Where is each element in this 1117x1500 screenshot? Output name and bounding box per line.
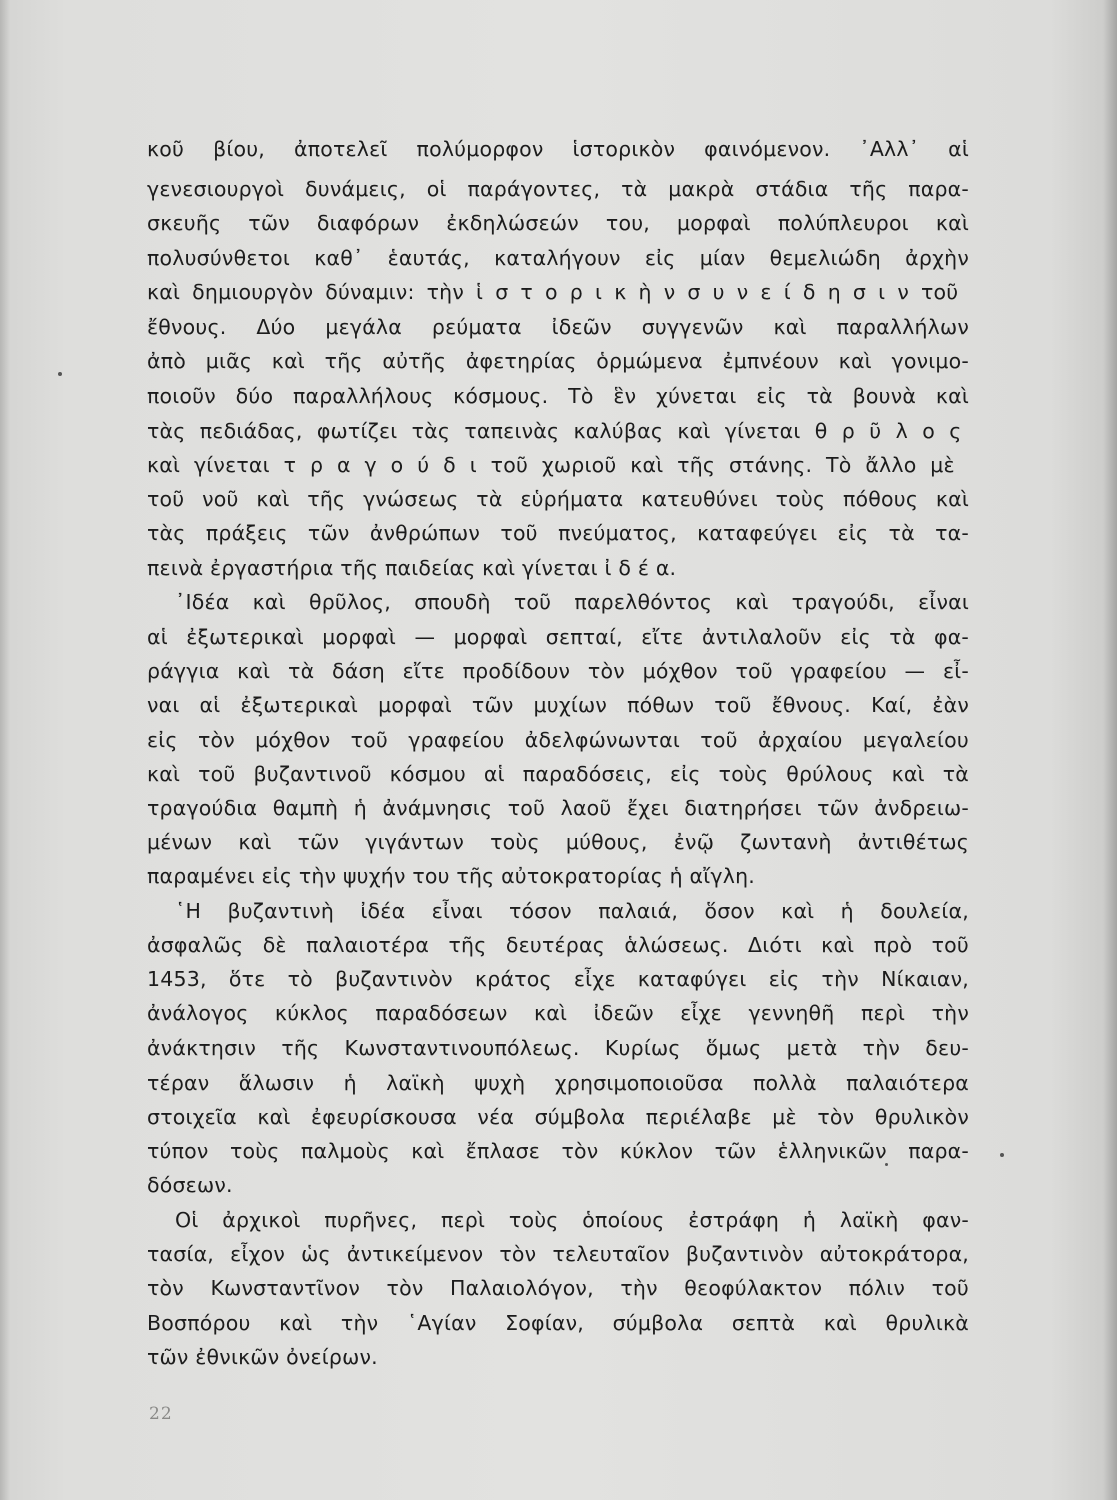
scan-speck — [885, 1163, 888, 1166]
scan-speck — [1000, 1153, 1004, 1157]
text-line: ράγγια καὶ τὰ δάση εἴτε προδίδουν τὸν μόχθον τοῦ γραφείου — εἶ- — [147, 659, 969, 683]
page-number: 22 — [149, 1404, 173, 1424]
text-line: Οἱ ἀρχικοὶ πυρῆνες, περὶ τοὺς ὁποίους ἐστράφη ἡ λαϊκὴ φαν- — [175, 1208, 969, 1232]
text-line: τὰς πεδιάδας, φωτίζει τὰς ταπεινὰς καλύβας καὶ γίνεται θ ρ ῦ λ ο ς — [147, 419, 962, 443]
text-line: ποιοῦν δύο παραλλήλους κόσμους. Τὸ ἓν χύνεται εἰς τὰ βουνὰ καὶ — [147, 384, 969, 408]
scan-speck — [58, 372, 62, 376]
text-line: τὰς πράξεις τῶν ἀνθρώπων τοῦ πνεύματος, καταφεύγει εἰς τὰ τα- — [147, 521, 969, 545]
text-line: ἀπὸ μιᾶς καὶ τῆς αὐτῆς ἀφετηρίας ὁρμώμενα ἐμπνέουν καὶ γονιμο- — [147, 349, 969, 373]
text-line: Βοσπόρου καὶ τὴν ῾Αγίαν Σοφίαν, σύμβολα σεπτὰ καὶ θρυλικὰ — [147, 1311, 969, 1335]
text-line: τραγούδια θαμπὴ ἡ ἀνάμνησις τοῦ λαοῦ ἔχει διατηρήσει τῶν ἀνδρειω- — [147, 796, 969, 820]
text-line: τῶν ἐθνικῶν ὀνείρων. — [147, 1345, 378, 1369]
text-line: καὶ γίνεται τ ρ α γ ο ύ δ ι τοῦ χωριοῦ καὶ τῆς στάνης. Τὸ ἄλλο μὲ — [147, 453, 955, 477]
text-line: εἰς τὸν μόχθον τοῦ γραφείου ἀδελφώνωνται τοῦ ἀρχαίου μεγαλείου — [147, 728, 969, 752]
text-line: καὶ δημιουργὸν δύναμιν: τὴν ἱ σ τ ο ρ ι κ ὴ ν σ υ ν ε ί δ η σ ι ν τοῦ — [147, 280, 959, 304]
text-line: ῾Η βυζαντινὴ ἰδέα εἶναι τόσον παλαιά, ὅσον καὶ ἡ δουλεία, — [175, 899, 969, 923]
text-line: γενεσιουργοὶ δυνάμεις, οἱ παράγοντες, τὰ μακρὰ στάδια τῆς παρα- — [147, 177, 969, 201]
text-line: παραμένει εἰς τὴν ψυχήν του τῆς αὐτοκρατορίας ἡ αἴγλη. — [147, 864, 755, 888]
text-line: πολυσύνθετοι καθ᾿ ἑαυτάς, καταλήγουν εἰς μίαν θεμελιώδη ἀρχὴν — [147, 246, 969, 270]
text-line: τύπον τοὺς παλμοὺς καὶ ἔπλασε τὸν κύκλον τῶν ἑλληνικῶν παρα- — [147, 1139, 969, 1163]
text-line: μένων καὶ τῶν γιγάντων τοὺς μύθους, ἐνῷ ζωντανὴ ἀντιθέτως — [147, 830, 969, 854]
text-line: τασία, εἶχον ὡς ἀντικείμενον τὸν τελευταῖον βυζαντινὸν αὐτοκράτορα, — [147, 1242, 969, 1266]
text-line: κοῦ βίου, ἀποτελεῖ πολύμορφον ἱστορικὸν φαινόμενον. ᾿Αλλ᾿ αἱ — [147, 137, 969, 161]
page-shadow-left — [0, 0, 10, 1500]
text-line: 1453, ὅτε τὸ βυζαντινὸν κράτος εἶχε καταφύγει εἰς τὴν Νίκαιαν, — [147, 967, 969, 991]
text-line: στοιχεῖα καὶ ἐφευρίσκουσα νέα σύμβολα περιέλαβε μὲ τὸν θρυλικὸν — [147, 1105, 969, 1129]
text-line: πεινὰ ἐργαστήρια τῆς παιδείας καὶ γίνεται ἰ δ έ α. — [147, 556, 677, 580]
text-line: σκευῆς τῶν διαφόρων ἐκδηλώσεών του, μορφαὶ πολύπλευροι καὶ — [147, 211, 969, 235]
page-shadow-right — [1103, 0, 1117, 1500]
text-line: αἱ ἐξωτερικαὶ μορφαὶ — μορφαὶ σεπταί, εἴτε ἀντιλαλοῦν εἰς τὰ φα- — [147, 625, 969, 649]
text-line: ἀνάλογος κύκλος παραδόσεων καὶ ἰδεῶν εἶχε γεννηθῆ περὶ τὴν — [147, 1001, 969, 1025]
text-line: ἔθνους. Δύο μεγάλα ρεύματα ἰδεῶν συγγενῶν καὶ παραλλήλων — [147, 315, 969, 339]
text-line: ᾿Ιδέα καὶ θρῦλος, σπουδὴ τοῦ παρελθόντος καὶ τραγούδι, εἶναι — [175, 590, 969, 614]
text-line: ἀνάκτησιν τῆς Κωνσταντινουπόλεως. Κυρίως ὅμως μετὰ τὴν δευ- — [147, 1036, 969, 1060]
text-line: τὸν Κωνσταντῖνον τὸν Παλαιολόγον, τὴν θεοφύλακτον πόλιν τοῦ — [147, 1276, 969, 1300]
text-line: ἀσφαλῶς δὲ παλαιοτέρα τῆς δευτέρας ἁλώσεως. Διότι καὶ πρὸ τοῦ — [147, 933, 969, 957]
text-line: δόσεων. — [147, 1173, 233, 1197]
text-line: τέραν ἅλωσιν ἡ λαϊκὴ ψυχὴ χρησιμοποιοῦσα πολλὰ παλαιότερα — [147, 1071, 969, 1095]
text-line: ναι αἱ ἐξωτερικαὶ μορφαὶ τῶν μυχίων πόθων τοῦ ἔθνους. Καί, ἐὰν — [147, 693, 969, 717]
text-line: καὶ τοῦ βυζαντινοῦ κόσμου αἱ παραδόσεις, εἰς τοὺς θρύλους καὶ τὰ — [147, 762, 969, 786]
text-line: τοῦ νοῦ καὶ τῆς γνώσεως τὰ εὑρήματα κατευθύνει τοὺς πόθους καὶ — [147, 487, 969, 511]
